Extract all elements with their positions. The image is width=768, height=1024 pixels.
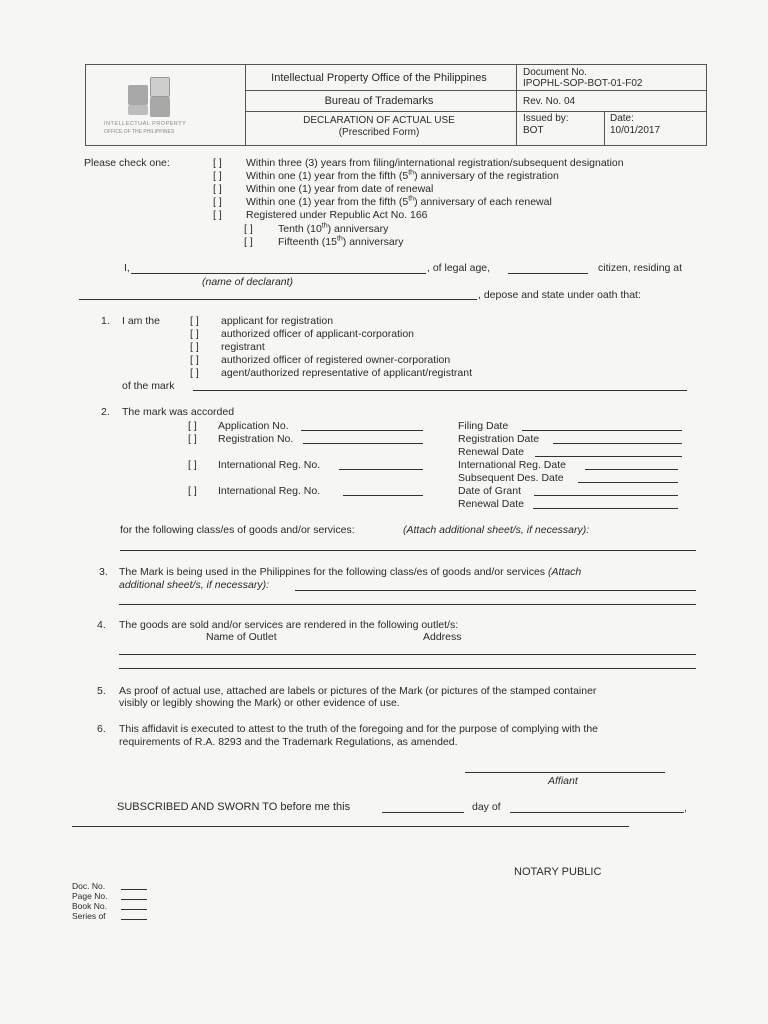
checkbox-opt7[interactable]: [ ] xyxy=(244,236,253,248)
citizenship-field[interactable] xyxy=(508,273,588,274)
subseq-date-field[interactable] xyxy=(578,482,678,483)
bureau-name: Bureau of Trademarks xyxy=(324,95,434,107)
renewal-date-label-2: Renewal Date xyxy=(458,498,524,510)
s1-checkbox-4[interactable]: [ ] xyxy=(190,354,199,366)
checkbox-opt3[interactable]: [ ] xyxy=(213,183,222,195)
form-header-table xyxy=(85,64,707,146)
s5-line1: As proof of actual use, attached are labels or pictures of the Mark (or pictures of the stamped container xyxy=(119,685,597,697)
book-no-label: Book No. xyxy=(72,901,107,911)
s1-checkbox-5[interactable]: [ ] xyxy=(190,367,199,379)
opt5-label: Registered under Republic Act No. 166 xyxy=(246,209,428,221)
outlet-field-1[interactable] xyxy=(119,654,696,655)
intl-date-field[interactable] xyxy=(585,469,678,470)
form-subtitle: (Prescribed Form) xyxy=(338,127,420,138)
s1-number: 1. xyxy=(101,315,110,327)
s1-option-1: applicant for registration xyxy=(221,315,334,327)
renewal-date-field-1[interactable] xyxy=(535,456,682,457)
s1-checkbox-1[interactable]: [ ] xyxy=(190,315,199,327)
series-label: Series of xyxy=(72,911,106,921)
intl-reg-label-1: International Reg. No. xyxy=(218,459,321,471)
legal-age-label: , of legal age, xyxy=(427,262,491,274)
grant-date-field[interactable] xyxy=(534,495,678,496)
grant-date-label: Date of Grant xyxy=(458,485,522,497)
s6-number: 6. xyxy=(97,723,106,735)
s3-field-1[interactable] xyxy=(295,590,696,591)
s1-option-5: agent/authorized representative of applicant/registrant xyxy=(221,367,472,379)
opt2-label: Within one (1) year from the fifth (5th) anniversary of the registration xyxy=(246,169,559,182)
checkbox-opt1[interactable]: [ ] xyxy=(213,157,222,169)
affiant-signature-line[interactable] xyxy=(465,772,665,773)
s2-checkbox-reg[interactable]: [ ] xyxy=(188,433,197,445)
s1-checkbox-3[interactable]: [ ] xyxy=(190,341,199,353)
page-no-label: Page No. xyxy=(72,891,108,901)
intl-reg-label-2: International Reg. No. xyxy=(218,485,321,497)
sworn-text: SUBSCRIBED AND SWORN TO before me this xyxy=(117,801,351,813)
classes-attach-note: (Attach additional sheet/s, if necessary): xyxy=(403,524,590,536)
checkbox-opt6[interactable]: [ ] xyxy=(244,223,253,235)
of-the-mark-label: of the mark xyxy=(122,380,175,392)
citizen-label: citizen, residing at xyxy=(598,262,683,274)
opt7-label: Fifteenth (15th) anniversary xyxy=(278,235,404,248)
s3-line1: The Mark is being used in the Philippines for the following class/es of goods and/or services (Attach xyxy=(119,566,582,578)
mark-field[interactable] xyxy=(193,390,687,391)
logo-text-2: OFFICE OF THE PHILIPPINES xyxy=(104,129,175,135)
sworn-comma: , xyxy=(684,802,687,814)
doc-no-field[interactable] xyxy=(121,889,147,890)
s1-option-3: registrant xyxy=(221,341,265,353)
s2-checkbox-intl2[interactable]: [ ] xyxy=(188,485,197,497)
s1-option-4: authorized officer of registered owner-corporation xyxy=(221,354,451,366)
classes-field[interactable] xyxy=(120,550,696,551)
sworn-place-field[interactable] xyxy=(72,826,629,827)
opt4-label: Within one (1) year from the fifth (5th) anniversary of each renewal xyxy=(246,195,552,208)
series-field[interactable] xyxy=(121,919,147,920)
intl-reg-field-1[interactable] xyxy=(339,469,423,470)
issued-by-value: BOT xyxy=(523,125,544,136)
reg-date-label: Registration Date xyxy=(458,433,540,445)
doc-no-value: IPOPHL-SOP-BOT-01-F02 xyxy=(523,78,643,89)
s3-number: 3. xyxy=(99,566,108,578)
affiant-label: Affiant xyxy=(548,775,578,787)
checkbox-opt4[interactable]: [ ] xyxy=(213,196,222,208)
s2-checkbox-app[interactable]: [ ] xyxy=(188,420,197,432)
s3-field-2[interactable] xyxy=(119,604,696,605)
page-no-field[interactable] xyxy=(121,899,147,900)
residence-field[interactable] xyxy=(79,299,477,300)
classes-label: for the following class/es of goods and/or services: xyxy=(120,524,355,536)
s2-title: The mark was accorded xyxy=(122,406,235,418)
office-name: Intellectual Property Office of the Philippines xyxy=(271,72,487,84)
renewal-date-field-2[interactable] xyxy=(533,508,678,509)
sworn-day-field[interactable] xyxy=(382,812,464,813)
doc-no-label: Doc. No. xyxy=(72,881,106,891)
s1-checkbox-2[interactable]: [ ] xyxy=(190,328,199,340)
s2-number: 2. xyxy=(101,406,110,418)
renewal-date-label-1: Renewal Date xyxy=(458,446,524,458)
filing-date-field[interactable] xyxy=(522,430,682,431)
outlet-field-2[interactable] xyxy=(119,668,696,669)
intl-reg-field-2[interactable] xyxy=(343,495,423,496)
date-value: 10/01/2017 xyxy=(610,125,661,136)
date-label: Date: xyxy=(610,113,634,124)
logo-text-1: INTELLECTUAL PROPERTY xyxy=(104,121,187,127)
app-no-field[interactable] xyxy=(301,430,423,431)
subseq-date-label: Subsequent Des. Date xyxy=(458,472,564,484)
s1-iam: I am the xyxy=(122,315,160,327)
check-label: Please check one: xyxy=(84,157,170,169)
book-no-field[interactable] xyxy=(121,909,147,910)
s2-checkbox-intl1[interactable]: [ ] xyxy=(188,459,197,471)
reg-date-field[interactable] xyxy=(553,443,682,444)
outlet-name-header: Name of Outlet xyxy=(206,631,277,643)
s4-number: 4. xyxy=(97,619,106,631)
s5-number: 5. xyxy=(97,685,106,697)
ipophl-logo xyxy=(120,73,184,117)
reg-no-field[interactable] xyxy=(303,443,423,444)
declarant-name-field[interactable] xyxy=(131,273,426,274)
s3-line2: additional sheet/s, if necessary): xyxy=(119,579,269,591)
day-of-label: day of xyxy=(472,801,501,813)
filing-date-label: Filing Date xyxy=(458,420,509,432)
opt6-label: Tenth (10th) anniversary xyxy=(278,222,389,235)
opt3-label: Within one (1) year from date of renewal xyxy=(246,183,434,195)
s4-line1: The goods are sold and/or services are rendered in the following outlet/s: xyxy=(119,619,459,631)
app-no-label: Application No. xyxy=(218,420,289,432)
doc-no-label: Document No. xyxy=(523,67,587,78)
s1-option-2: authorized officer of applicant-corporation xyxy=(221,328,415,340)
i-label: I, xyxy=(124,262,130,274)
s6-line1: This affidavit is executed to attest to the truth of the foregoing and for the purpose of complying with the xyxy=(119,723,599,735)
notary-public-label: NOTARY PUBLIC xyxy=(514,866,602,878)
sworn-month-field[interactable] xyxy=(510,812,684,813)
issued-by-label: Issued by: xyxy=(523,113,569,124)
name-caption: (name of declarant) xyxy=(202,276,294,288)
checkbox-opt2[interactable]: [ ] xyxy=(213,170,222,182)
rev-no: Rev. No. 04 xyxy=(523,96,576,107)
checkbox-opt5[interactable]: [ ] xyxy=(213,209,222,221)
form-title: DECLARATION OF ACTUAL USE xyxy=(303,115,455,126)
s6-line2: requirements of R.A. 8293 and the Trademark Regulations, as amended. xyxy=(119,736,458,748)
opt1-label: Within three (3) years from filing/international registration/subsequent designation xyxy=(246,157,624,169)
reg-no-label: Registration No. xyxy=(218,433,294,445)
s5-line2: visibly or legibly showing the Mark) or other evidence of use. xyxy=(119,697,400,709)
depose-label: , depose and state under oath that: xyxy=(478,289,641,301)
outlet-address-header: Address xyxy=(423,631,462,643)
intl-date-label: International Reg. Date xyxy=(458,459,566,471)
